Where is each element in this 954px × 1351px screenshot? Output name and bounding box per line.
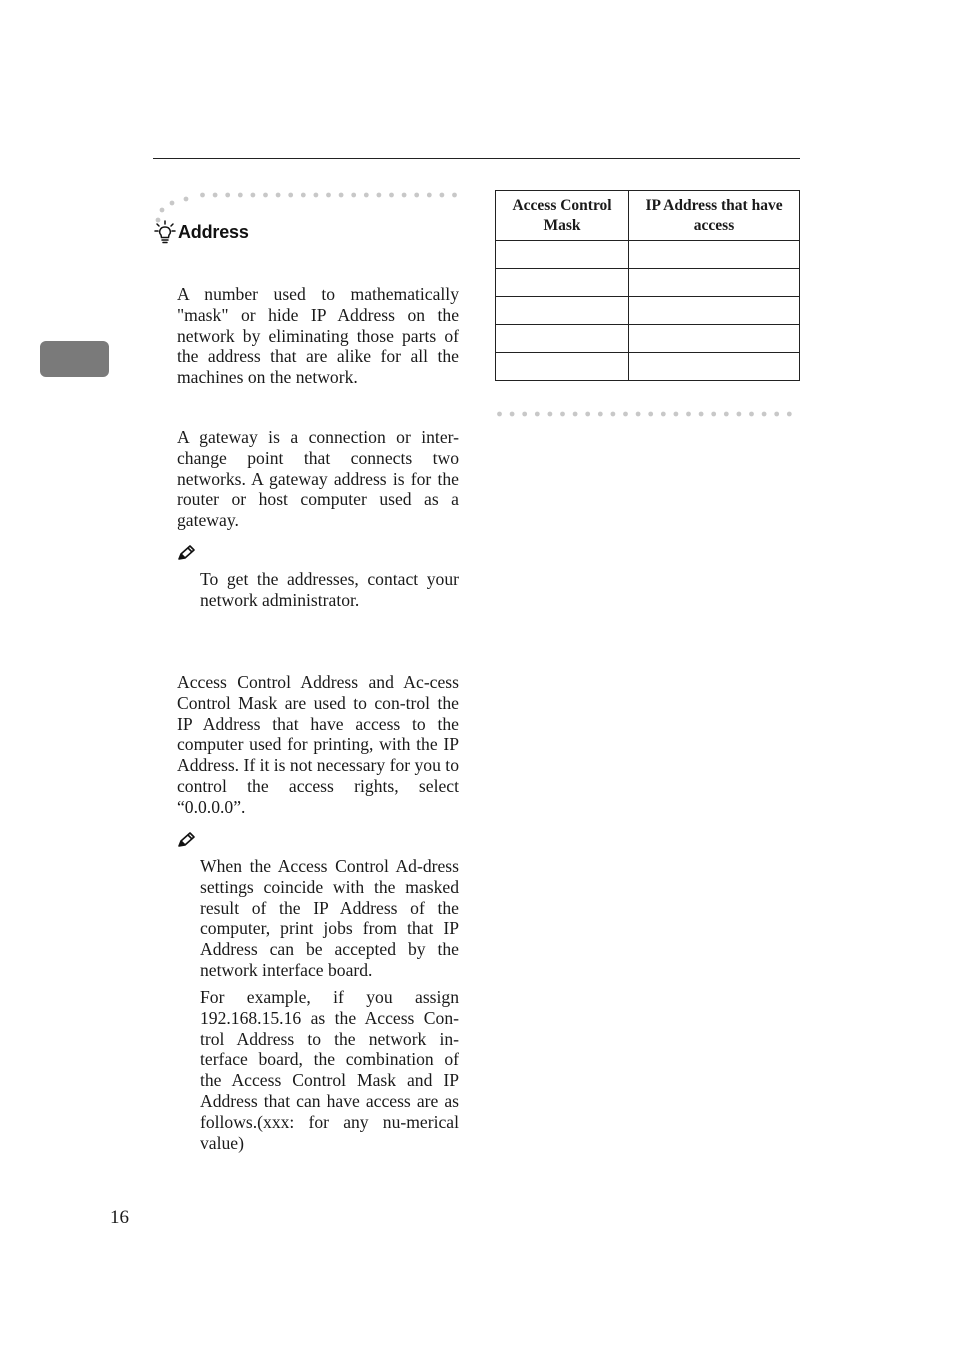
gateway-description: A gateway is a connection or inter-change point that connects two networks. A gateway address is for the router or host computer used as a gateway.: [177, 427, 459, 531]
lightbulb-icon: [154, 220, 176, 244]
dotted-rule-top: [200, 190, 459, 200]
section-heading: [154, 220, 249, 244]
access-control-note-1: When the Access Control Ad-dress settings coincide with the masked result of the IP Address of the computer, print jobs from that IP Address can be accepted by the network interface board.: [200, 856, 459, 980]
table-cell: [629, 325, 800, 353]
table-row: [496, 325, 800, 353]
access-control-note-2: For example, if you assign 192.168.15.16 as the Access Con-trol Address to the network in-terface board, the combination of the Access Control Mask and IP Address that can have access are as follows.(xxx: for any nu-merical value): [200, 987, 459, 1153]
table-cell: [496, 297, 629, 325]
table-row: [496, 269, 800, 297]
gateway-note: To get the addresses, contact your network administrator.: [200, 569, 459, 610]
pencil-note-icon: [176, 831, 196, 849]
table-cell: [496, 269, 629, 297]
table-cell: [629, 297, 800, 325]
column-header-ip-address: IP Address that have access: [629, 191, 800, 241]
table-cell: [496, 353, 629, 381]
chapter-tab: [40, 341, 109, 377]
table-row: [496, 353, 800, 381]
table-cell: [629, 269, 800, 297]
table-row: [496, 297, 800, 325]
pencil-note-icon: [176, 544, 196, 562]
dotted-rule-bottom: [497, 409, 800, 419]
table-cell: [496, 241, 629, 269]
table-row: [496, 241, 800, 269]
header-rule: [153, 158, 800, 159]
access-control-description: Access Control Address and Ac-cess Control Mask are used to con-trol the IP Address that have access to the computer used for printing, with the IP Address. If it is not necessary for you to control the access rights, select “0.0.0.0”.: [177, 672, 459, 817]
page-number: 16: [110, 1207, 129, 1228]
column-header-mask: Access Control Mask: [496, 191, 629, 241]
subnet-mask-description: A number used to mathematically "mask" or hide IP Address on the network by eliminating those parts of the address that are alike for all the machines on the network.: [177, 284, 459, 388]
table-cell: [496, 325, 629, 353]
table-cell: [629, 353, 800, 381]
page-title: Address: [178, 221, 249, 242]
table-header-row: [496, 191, 800, 241]
table-cell: [629, 241, 800, 269]
access-control-table: [495, 190, 800, 381]
